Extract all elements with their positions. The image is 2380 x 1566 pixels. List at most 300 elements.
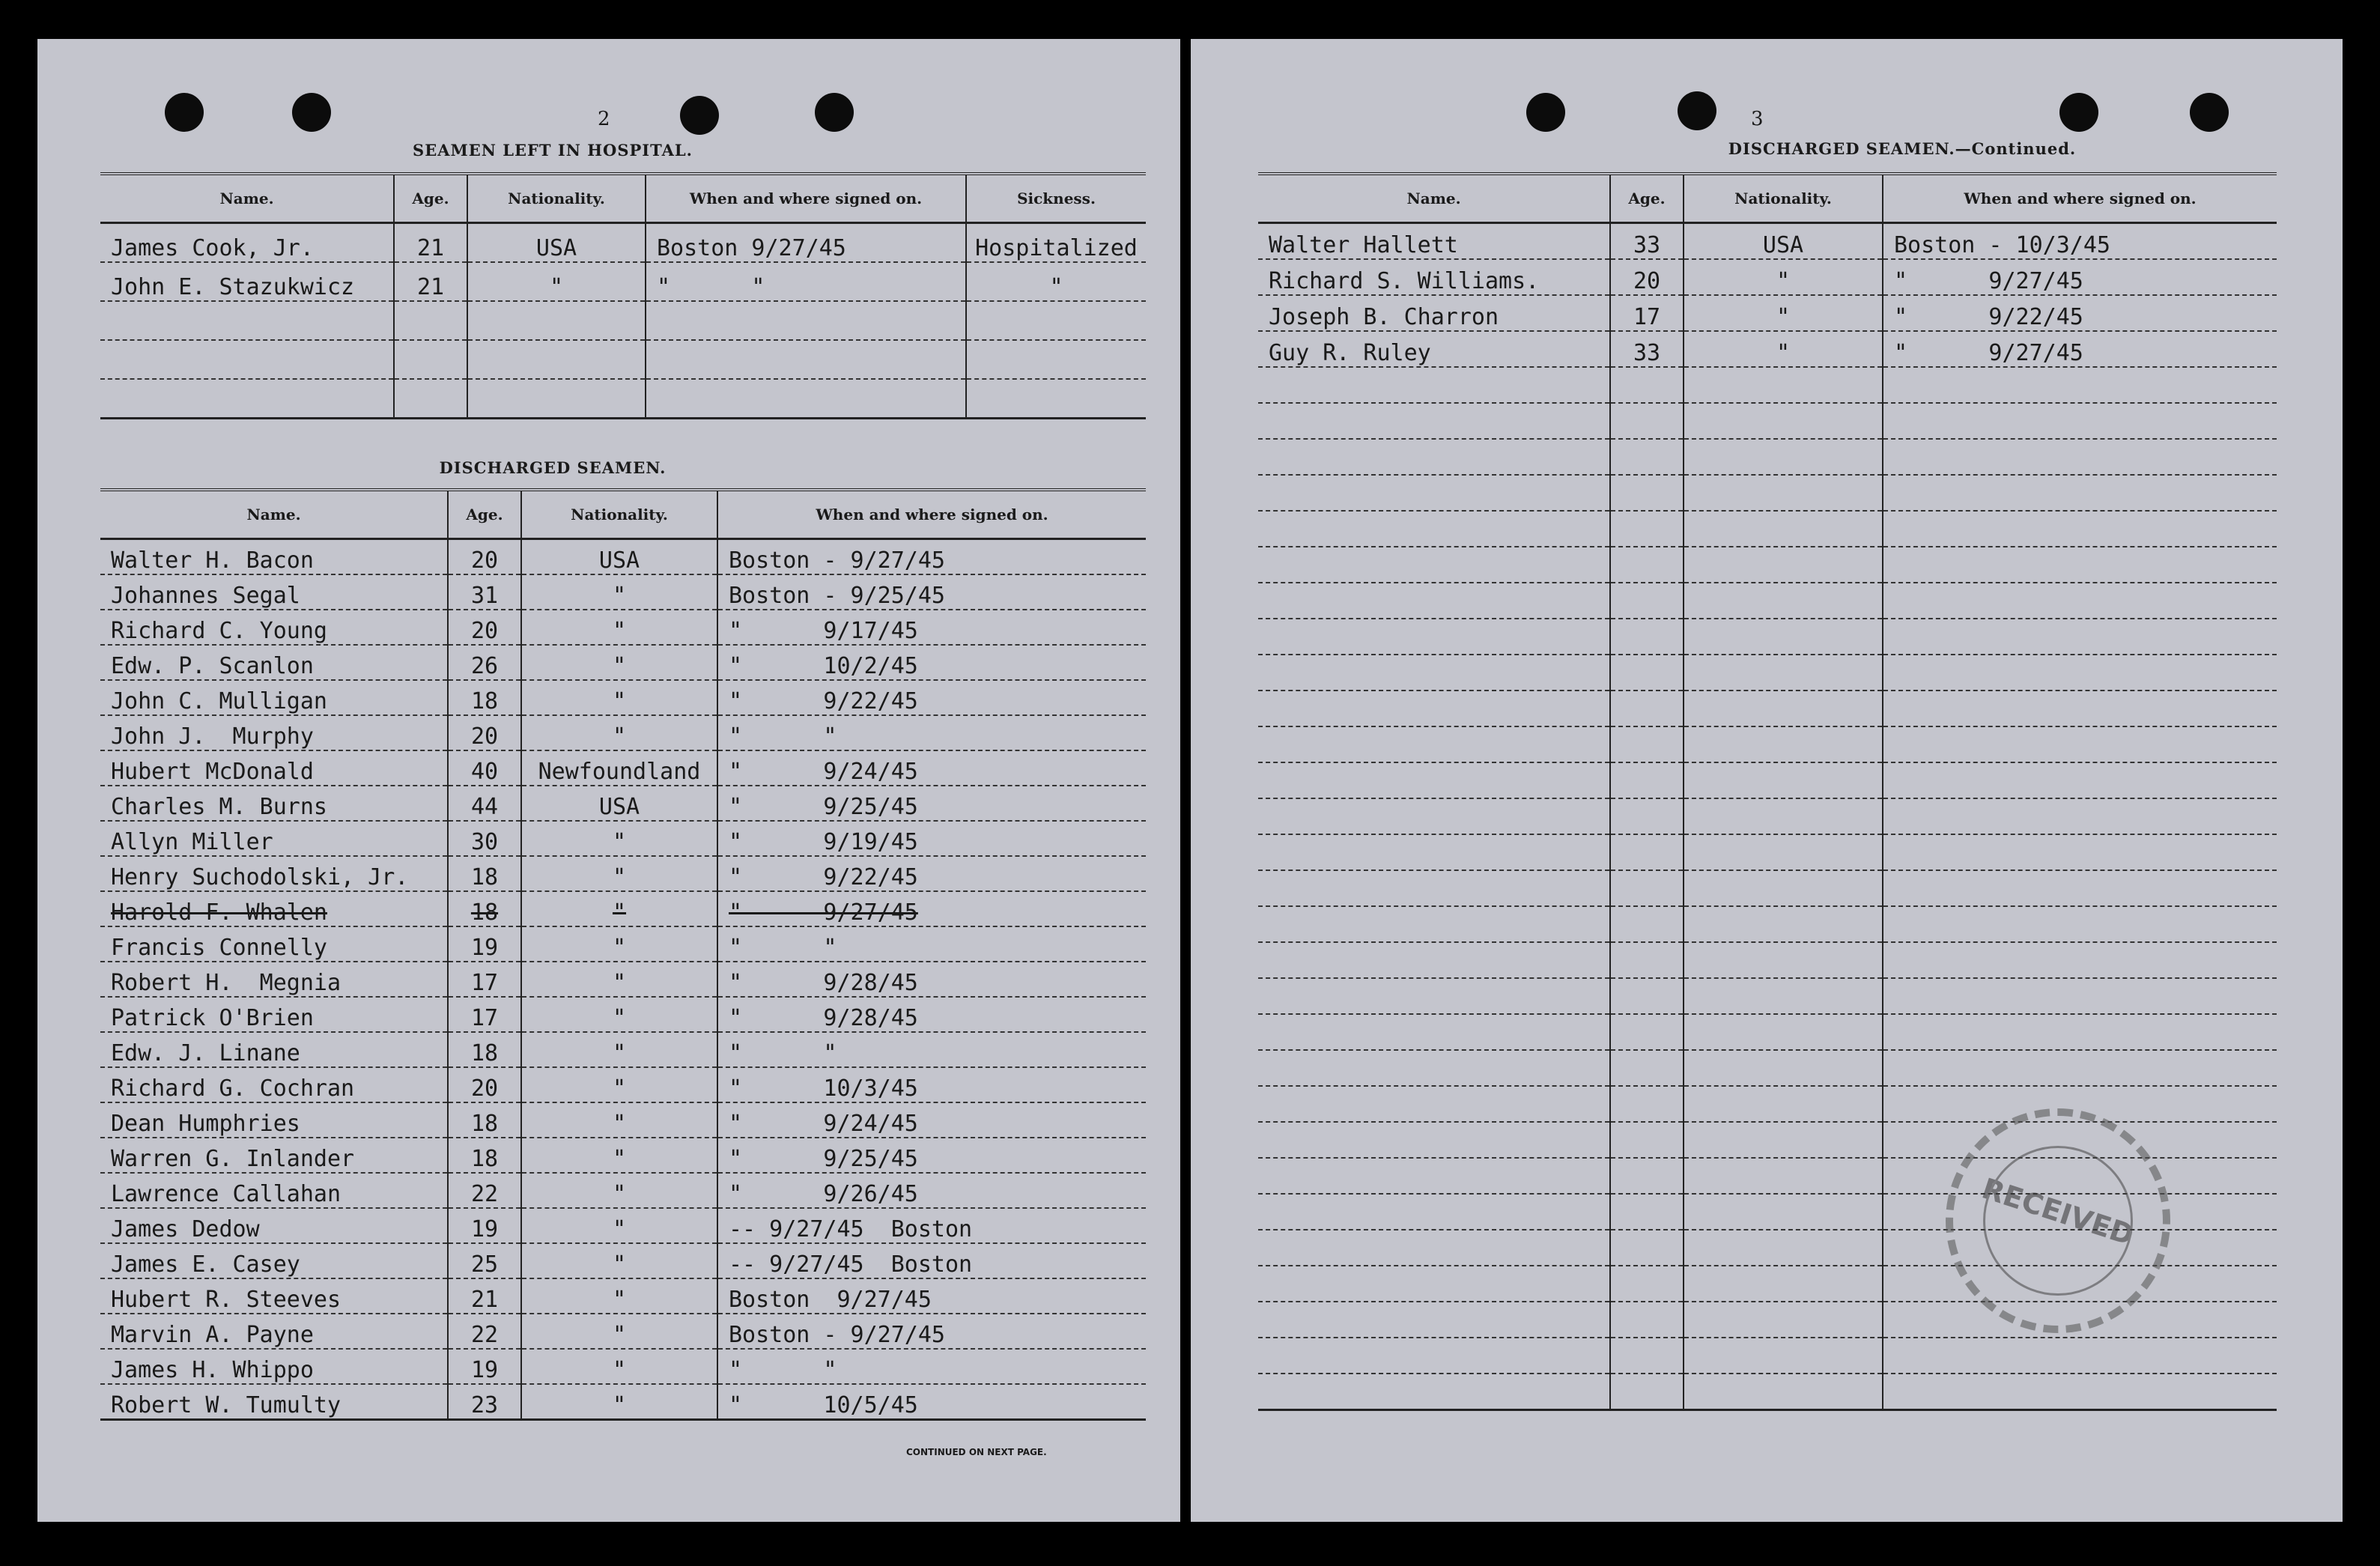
name-cell: Hubert McDonald (100, 750, 448, 786)
empty-cell (1258, 475, 1610, 511)
empty-cell (1610, 978, 1684, 1014)
empty-cell (1258, 1338, 1610, 1374)
name-cell: Francis Connelly (100, 926, 448, 962)
discharged-header-3: When and where signed on. (816, 506, 1048, 523)
name-cell: Robert H. Megnia (100, 962, 448, 997)
discharged-section-title: DISCHARGED SEAMEN. (439, 458, 667, 477)
empty-cell (1883, 942, 2277, 978)
empty-cell (1610, 798, 1684, 834)
name-cell: Walter H. Bacon (100, 539, 448, 575)
table-row (1258, 834, 2277, 870)
empty-cell (1258, 1266, 1610, 1302)
age-cell: 19 (448, 1349, 521, 1384)
empty-cell (1684, 1014, 1883, 1050)
empty-cell (1883, 726, 2277, 762)
empty-cell (1610, 1014, 1684, 1050)
empty-cell (1684, 834, 1883, 870)
name-cell: John J. Murphy (100, 715, 448, 750)
empty-cell (1610, 1050, 1684, 1086)
nationality-cell: " (521, 1067, 717, 1102)
empty-cell (1258, 906, 1610, 942)
hospital-header-1: Age. (394, 174, 467, 223)
signed-on-cell: " " (717, 1349, 1146, 1384)
table-row (100, 750, 1146, 786)
empty-cell (1684, 870, 1883, 906)
age-cell (394, 379, 467, 419)
empty-cell (1684, 439, 1883, 475)
nationality-cell: " (521, 1102, 717, 1138)
empty-cell (1258, 1014, 1610, 1050)
discharged-table (100, 488, 1146, 1421)
nationality-cell: Newfoundland (521, 750, 717, 786)
punch-hole (815, 93, 854, 132)
name-cell: Richard S. Williams. (1258, 259, 1610, 295)
table-row (1258, 691, 2277, 726)
table-row (100, 997, 1146, 1032)
signed-on-cell: Boston 9/27/45 (717, 1278, 1146, 1314)
nationality-cell: " (521, 1173, 717, 1208)
table-row (1258, 223, 2277, 260)
nationality-cell: " (521, 926, 717, 962)
table-row (100, 610, 1146, 645)
right-section-title: DISCHARGED SEAMEN.—Continued. (1728, 139, 2077, 158)
sickness-cell (966, 301, 1146, 340)
signed-on-cell: Boston - 9/27/45 (717, 539, 1146, 575)
age-cell: 19 (448, 1208, 521, 1243)
empty-cell (1258, 1194, 1610, 1230)
nationality-cell: " (521, 962, 717, 997)
empty-cell (1610, 367, 1684, 403)
age-cell: 18 (448, 1138, 521, 1173)
empty-cell (1258, 583, 1610, 619)
age-cell: 31 (448, 574, 521, 610)
empty-cell (1883, 906, 2277, 942)
age-cell: 18 (448, 1102, 521, 1138)
empty-cell (1258, 1158, 1610, 1194)
right-page (1191, 39, 2343, 1522)
empty-cell (1883, 798, 2277, 834)
empty-cell (1684, 1374, 1883, 1410)
table-row (100, 574, 1146, 610)
table-row (100, 1208, 1146, 1243)
left-page (37, 39, 1180, 1522)
signed-on-cell: " 9/27/45 (1883, 331, 2277, 367)
empty-cell (1610, 691, 1684, 726)
name-cell: Joseph B. Charron (1258, 295, 1610, 331)
empty-cell (1258, 439, 1610, 475)
empty-cell (1258, 870, 1610, 906)
name-cell: Richard C. Young (100, 610, 448, 645)
empty-cell (1883, 439, 2277, 475)
table-row (100, 1314, 1146, 1349)
name-cell: Edw. J. Linane (100, 1032, 448, 1067)
nationality-cell: " (521, 645, 717, 680)
name-cell (100, 379, 394, 419)
name-cell: Henry Suchodolski, Jr. (100, 856, 448, 891)
nationality-cell: USA (521, 539, 717, 575)
discharged-header-2: Nationality. (521, 490, 717, 539)
name-cell: Richard G. Cochran (100, 1067, 448, 1102)
sickness-cell (966, 379, 1146, 419)
hospital-header-4: Sickness. (1017, 189, 1096, 207)
empty-cell (1258, 1374, 1610, 1410)
right-header-1: Age. (1610, 174, 1684, 223)
empty-cell (1684, 1158, 1883, 1194)
empty-cell (1684, 1338, 1883, 1374)
empty-cell (1610, 834, 1684, 870)
signed-on-cell: " 9/25/45 (717, 1138, 1146, 1173)
signed-on-cell: " 9/22/45 (717, 856, 1146, 891)
signed-on-cell: " " (717, 715, 1146, 750)
empty-cell (1610, 1266, 1684, 1302)
empty-cell (1610, 547, 1684, 583)
table-row (100, 1173, 1146, 1208)
empty-cell (1883, 511, 2277, 547)
nationality-cell: " (521, 891, 717, 926)
empty-cell (1684, 978, 1883, 1014)
name-cell: Patrick O'Brien (100, 997, 448, 1032)
empty-cell (1258, 942, 1610, 978)
table-row (1258, 798, 2277, 834)
right-header-2: Nationality. (1684, 174, 1883, 223)
age-cell: 18 (448, 856, 521, 891)
empty-cell (1684, 583, 1883, 619)
name-cell: Walter Hallett (1258, 223, 1610, 260)
table-row (100, 539, 1146, 575)
empty-cell (1883, 1014, 2277, 1050)
empty-cell (1883, 1050, 2277, 1086)
empty-cell (1684, 403, 1883, 439)
empty-cell (1684, 1302, 1883, 1338)
nationality-cell: " (1684, 259, 1883, 295)
empty-cell (1258, 1050, 1610, 1086)
age-cell: 23 (448, 1384, 521, 1420)
empty-cell (1258, 367, 1610, 403)
age-cell: 22 (448, 1173, 521, 1208)
empty-cell (1684, 798, 1883, 834)
empty-cell (1258, 726, 1610, 762)
nationality-cell (467, 301, 646, 340)
empty-cell (1258, 1230, 1610, 1266)
nationality-cell: " (521, 997, 717, 1032)
signed-on-cell: " 9/24/45 (717, 750, 1146, 786)
empty-cell (1883, 870, 2277, 906)
signed-on-cell: " 10/2/45 (717, 645, 1146, 680)
sickness-cell: Hospitalized (966, 223, 1146, 263)
punch-hole (2190, 93, 2229, 132)
empty-cell (1258, 762, 1610, 798)
table-row (100, 340, 1146, 379)
empty-cell (1610, 1194, 1684, 1230)
empty-cell (1684, 691, 1883, 726)
name-cell: Lawrence Callahan (100, 1173, 448, 1208)
empty-cell (1684, 726, 1883, 762)
empty-cell (1883, 834, 2277, 870)
signed-on-cell: " " (646, 262, 966, 301)
nationality-cell (467, 340, 646, 379)
empty-cell (1610, 906, 1684, 942)
signed-on-cell: " 9/27/45 (717, 891, 1146, 926)
signed-on-cell: " 9/25/45 (717, 786, 1146, 821)
empty-cell (1610, 1158, 1684, 1194)
name-cell: James H. Whippo (100, 1349, 448, 1384)
table-row (100, 1102, 1146, 1138)
table-row (100, 1032, 1146, 1067)
empty-cell (1684, 367, 1883, 403)
empty-cell (1258, 691, 1610, 726)
table-row (1258, 762, 2277, 798)
signed-on-cell: " " (717, 926, 1146, 962)
hospital-table (100, 172, 1146, 419)
nationality-cell: " (521, 1208, 717, 1243)
empty-cell (1684, 475, 1883, 511)
signed-on-cell: " 9/19/45 (717, 821, 1146, 856)
empty-cell (1684, 1266, 1883, 1302)
age-cell: 40 (448, 750, 521, 786)
nationality-cell: " (521, 1243, 717, 1278)
signed-on-cell: -- 9/27/45 Boston (717, 1243, 1146, 1278)
table-row (1258, 511, 2277, 547)
signed-on-cell: " 10/5/45 (717, 1384, 1146, 1420)
empty-cell (1684, 942, 1883, 978)
age-cell: 30 (448, 821, 521, 856)
name-cell: Hubert R. Steeves (100, 1278, 448, 1314)
empty-cell (1610, 475, 1684, 511)
age-cell: 21 (394, 223, 467, 263)
empty-cell (1883, 547, 2277, 583)
empty-cell (1684, 1194, 1883, 1230)
table-row (100, 680, 1146, 715)
age-cell: 20 (1610, 259, 1684, 295)
empty-cell (1258, 403, 1610, 439)
table-row (1258, 295, 2277, 331)
signed-on-cell: Boston - 9/27/45 (717, 1314, 1146, 1349)
sickness-cell (966, 340, 1146, 379)
empty-cell (1610, 655, 1684, 691)
empty-cell (1258, 1122, 1610, 1158)
empty-cell (1610, 619, 1684, 655)
right-header-3: When and where signed on. (1964, 189, 2197, 207)
empty-cell (1883, 1338, 2277, 1374)
empty-cell (1610, 1122, 1684, 1158)
name-cell (100, 301, 394, 340)
nationality-cell (467, 379, 646, 419)
empty-cell (1258, 798, 1610, 834)
signed-on-cell: " " (717, 1032, 1146, 1067)
nationality-cell: " (521, 821, 717, 856)
empty-cell (1610, 942, 1684, 978)
nationality-cell: " (1684, 331, 1883, 367)
empty-cell (1610, 1374, 1684, 1410)
empty-cell (1684, 511, 1883, 547)
empty-cell (1258, 511, 1610, 547)
empty-cell (1684, 1122, 1883, 1158)
signed-on-cell: " 9/24/45 (717, 1102, 1146, 1138)
table-row (100, 1243, 1146, 1278)
nationality-cell: " (521, 610, 717, 645)
name-cell: Edw. P. Scanlon (100, 645, 448, 680)
name-cell: Charles M. Burns (100, 786, 448, 821)
table-row (1258, 978, 2277, 1014)
discharged-header-1: Age. (448, 490, 521, 539)
age-cell: 18 (448, 680, 521, 715)
hospital-header-0: Name. (100, 174, 394, 223)
empty-cell (1684, 1050, 1883, 1086)
nationality-cell: USA (1684, 223, 1883, 260)
age-cell (394, 340, 467, 379)
received-stamp (1946, 1108, 2170, 1333)
empty-cell (1883, 367, 2277, 403)
empty-cell (1610, 439, 1684, 475)
signed-on-cell: " 9/28/45 (717, 997, 1146, 1032)
name-cell: Robert W. Tumulty (100, 1384, 448, 1420)
nationality-cell: " (467, 262, 646, 301)
empty-cell (1258, 978, 1610, 1014)
table-row (1258, 1086, 2277, 1122)
age-cell: 17 (1610, 295, 1684, 331)
age-cell: 17 (448, 962, 521, 997)
table-row (1258, 331, 2277, 367)
hospital-section-title: SEAMEN LEFT IN HOSPITAL. (413, 141, 693, 160)
empty-cell (1684, 547, 1883, 583)
empty-cell (1258, 834, 1610, 870)
signed-on-cell (646, 301, 966, 340)
nationality-cell: " (521, 1278, 717, 1314)
signed-on-cell: " 10/3/45 (717, 1067, 1146, 1102)
table-row (100, 891, 1146, 926)
empty-cell (1684, 762, 1883, 798)
table-row (1258, 475, 2277, 511)
empty-cell (1883, 691, 2277, 726)
empty-cell (1684, 655, 1883, 691)
nationality-cell: " (521, 856, 717, 891)
empty-cell (1883, 583, 2277, 619)
table-row (1258, 1050, 2277, 1086)
punch-hole (680, 96, 719, 135)
punch-hole (2059, 93, 2098, 132)
table-row (100, 1278, 1146, 1314)
table-row (1258, 1374, 2277, 1410)
nationality-cell: " (521, 1384, 717, 1420)
name-cell: James E. Casey (100, 1243, 448, 1278)
age-cell: 18 (448, 891, 521, 926)
punch-hole (292, 93, 331, 132)
age-cell: 20 (448, 610, 521, 645)
empty-cell (1610, 1302, 1684, 1338)
table-row (1258, 906, 2277, 942)
punch-hole (1526, 93, 1565, 132)
empty-cell (1258, 655, 1610, 691)
table-row (100, 223, 1146, 263)
signed-on-cell (646, 379, 966, 419)
signed-on-cell (646, 340, 966, 379)
empty-cell (1610, 511, 1684, 547)
empty-cell (1258, 547, 1610, 583)
continued-note: CONTINUED ON NEXT PAGE. (906, 1447, 1047, 1457)
name-cell: James Dedow (100, 1208, 448, 1243)
nationality-cell: USA (521, 786, 717, 821)
empty-cell (1684, 1086, 1883, 1122)
empty-cell (1610, 403, 1684, 439)
name-cell: John C. Mulligan (100, 680, 448, 715)
table-row (1258, 259, 2277, 295)
empty-cell (1883, 475, 2277, 511)
table-row (100, 962, 1146, 997)
table-row (100, 645, 1146, 680)
right-header-0: Name. (1258, 174, 1610, 223)
empty-cell (1684, 1230, 1883, 1266)
empty-cell (1883, 762, 2277, 798)
table-row (1258, 367, 2277, 403)
age-cell: 17 (448, 997, 521, 1032)
empty-cell (1610, 870, 1684, 906)
table-row (100, 1138, 1146, 1173)
table-row (100, 926, 1146, 962)
nationality-cell: " (521, 1314, 717, 1349)
table-row (1258, 619, 2277, 655)
name-cell: Harold F. Whalen (100, 891, 448, 926)
empty-cell (1610, 726, 1684, 762)
name-cell: Marvin A. Payne (100, 1314, 448, 1349)
table-row (1258, 439, 2277, 475)
age-cell: 26 (448, 645, 521, 680)
hospital-header-3: When and where signed on. (646, 174, 966, 223)
table-row (100, 379, 1146, 419)
nationality-cell: " (521, 574, 717, 610)
empty-cell (1610, 1230, 1684, 1266)
age-cell: 20 (448, 715, 521, 750)
table-row (1258, 403, 2277, 439)
table-row (1258, 942, 2277, 978)
age-cell: 33 (1610, 223, 1684, 260)
empty-cell (1684, 906, 1883, 942)
nationality-cell: " (521, 680, 717, 715)
empty-cell (1883, 619, 2277, 655)
signed-on-cell: " 9/27/45 (1883, 259, 2277, 295)
empty-cell (1883, 1374, 2277, 1410)
age-cell: 33 (1610, 331, 1684, 367)
name-cell: Guy R. Ruley (1258, 331, 1610, 367)
table-row (100, 1067, 1146, 1102)
page-number: 2 (598, 108, 610, 130)
signed-on-cell: " 9/22/45 (1883, 295, 2277, 331)
nationality-cell: " (521, 1032, 717, 1067)
signed-on-cell: Boston 9/27/45 (646, 223, 966, 263)
name-cell: Allyn Miller (100, 821, 448, 856)
table-row (1258, 870, 2277, 906)
nationality-cell: " (1684, 295, 1883, 331)
empty-cell (1258, 1086, 1610, 1122)
table-row (1258, 583, 2277, 619)
table-row (1258, 1338, 2277, 1374)
table-row (1258, 655, 2277, 691)
table-row (100, 1349, 1146, 1384)
empty-cell (1258, 1302, 1610, 1338)
signed-on-cell: Boston - 10/3/45 (1883, 223, 2277, 260)
punch-hole (1678, 91, 1716, 130)
sickness-cell: " (966, 262, 1146, 301)
table-row (1258, 726, 2277, 762)
discharged-header-0: Name. (100, 490, 448, 539)
empty-cell (1883, 978, 2277, 1014)
empty-cell (1610, 762, 1684, 798)
table-row (100, 301, 1146, 340)
signed-on-cell: " 9/22/45 (717, 680, 1146, 715)
age-cell: 19 (448, 926, 521, 962)
age-cell: 20 (448, 539, 521, 575)
age-cell (394, 301, 467, 340)
name-cell: Dean Humphries (100, 1102, 448, 1138)
